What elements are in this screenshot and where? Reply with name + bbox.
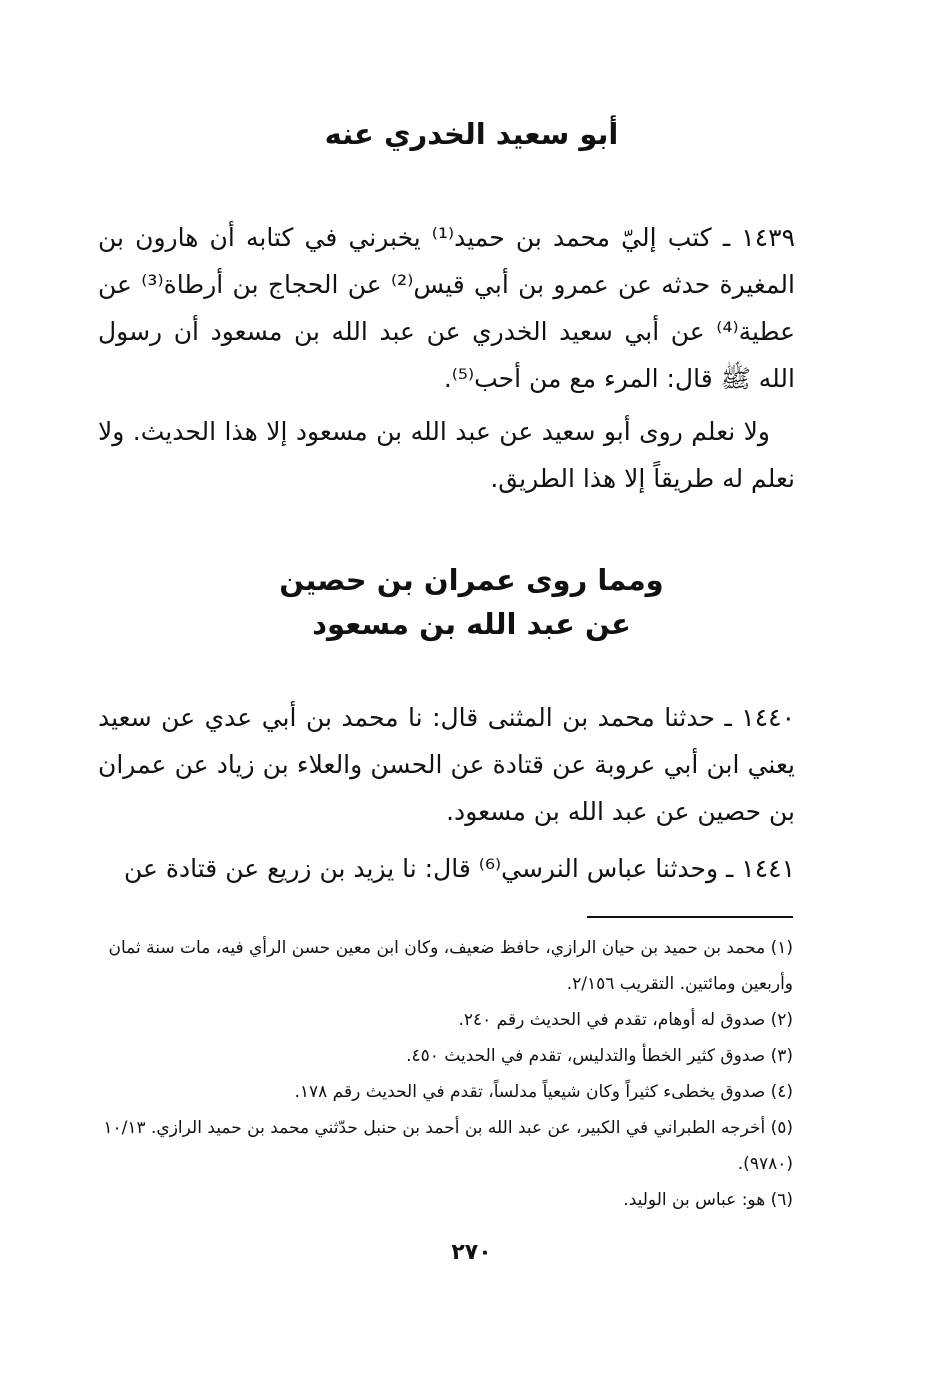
- hadith-1439: ١٤٣٩ ـ كتب إليّ محمد بن حميد⁽¹⁾ يخبرني في كتابه أن هارون بن المغيرة حدثه عن عمرو بن أبي قيس⁽²⁾ عن الحجاج بن أرطاة⁽³⁾ عن عطية⁽⁴⁾ عن أبي سعيد الخدري عن عبد الله بن مسعود أن رسول الله ﷺ قال: المرء مع من أحب⁽⁵⁾.: [98, 223, 795, 393]
- section-heading-imran: [100, 558, 843, 646]
- footnote-3: (٣) صدوق كثير الخطأ والتدليس، تقدم في الحديث ٤٥٠.: [406, 1046, 793, 1066]
- footnote-5: (٥) أخرجه الطبراني في الكبير، عن عبد الله بن أحمد بن حنبل حدّثني محمد بن حميد الرازي. ١٠/١٣ (٩٧٨٠).: [103, 1118, 793, 1174]
- footnote-divider: [587, 916, 793, 918]
- hadith-1441: ١٤٤١ ـ وحدثنا عباس النرسي⁽⁶⁾ قال: نا يزيد بن زريع عن قتادة عن: [124, 854, 795, 883]
- footnote-6: (٦) هو: عباس بن الوليد.: [623, 1190, 793, 1210]
- section-heading-abu-said: أبو سعيد الخدري عنه: [324, 117, 619, 151]
- section-heading-imran-line1: ومما روى عمران بن حصين: [279, 563, 664, 597]
- section-heading-imran-line2: عن عبد الله بن مسعود: [312, 607, 631, 641]
- footnote-2: (٢) صدوق له أوهام، تقدم في الحديث رقم ٢٤٠.: [458, 1010, 793, 1030]
- hadith-1439-note: ولا نعلم روى أبو سعيد عن عبد الله بن مسعود إلا هذا الحديث. ولا نعلم له طريقاً إلا هذا الطريق.: [98, 417, 795, 493]
- footnote-1: (١) محمد بن حميد بن حيان الرازي، حافظ ضعيف، وكان ابن معين حسن الرأي فيه، مات سنة ثمان وأربعين ومائتين. التقريب ٢/١٥٦.: [108, 938, 793, 994]
- footnotes-list: [100, 930, 793, 1218]
- page-number: ٢٧٠: [451, 1240, 492, 1265]
- hadith-1440: ١٤٤٠ ـ حدثنا محمد بن المثنى قال: نا محمد بن أبي عدي عن سعيد يعني ابن أبي عروبة عن قتادة عن الحسن والعلاء بن زياد عن عمران بن حصين عن عبد الله بن مسعود.: [98, 703, 795, 826]
- footnote-4: (٤) صدوق يخطىء كثيراً وكان شيعياً مدلساً، تقدم في الحديث رقم ١٧٨.: [294, 1082, 793, 1102]
